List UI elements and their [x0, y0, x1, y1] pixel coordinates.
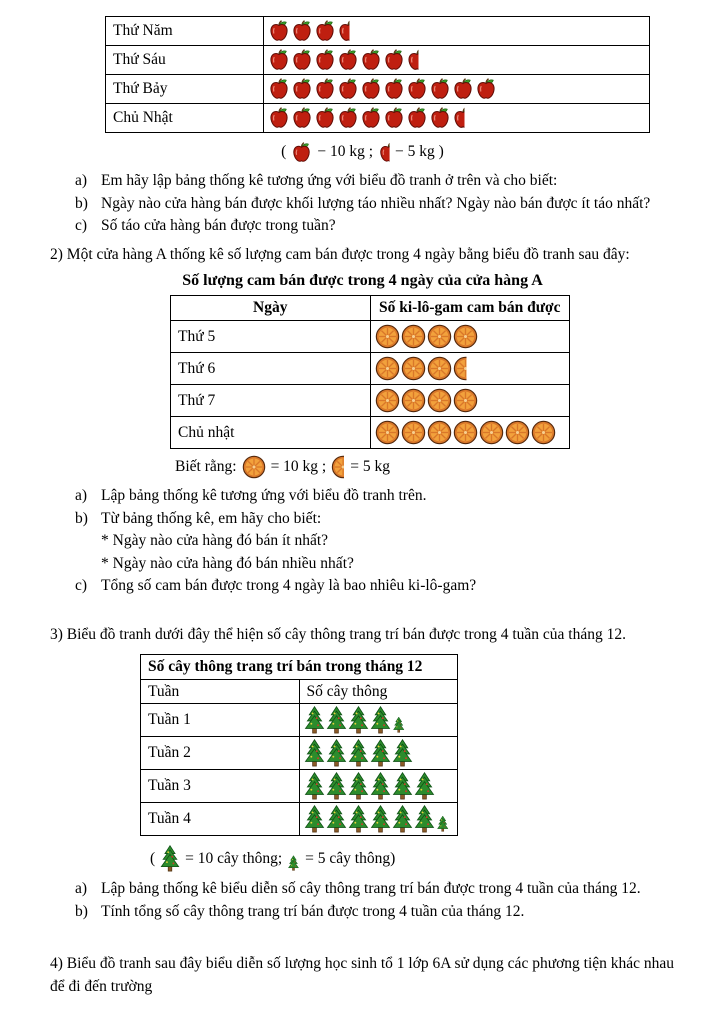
row-icons-cell [264, 17, 650, 46]
q3-question-list [50, 878, 675, 923]
apple-icon [291, 106, 313, 130]
table-row [171, 417, 570, 449]
list-item [75, 193, 675, 216]
q1-question-list [50, 170, 675, 238]
orange-icon [453, 324, 478, 349]
column-header-trees: Số cây thông [299, 680, 458, 704]
tree-icon-row [304, 772, 454, 800]
day-label: Chủ Nhật [106, 104, 264, 133]
apple-icon [406, 106, 428, 130]
apple-pictograph-table [105, 16, 650, 133]
table-row [171, 321, 570, 353]
tree-icon [304, 739, 325, 767]
table-header-row [141, 680, 458, 704]
table-header-row [171, 296, 570, 321]
apple-icon [360, 106, 382, 130]
half-orange-icon [331, 455, 345, 479]
legend-full-text: = 10 cây thông; [185, 849, 283, 867]
tree-icon [326, 739, 347, 767]
table-row [106, 104, 650, 133]
item-text: * Ngày nào cửa hàng đó bán ít nhất? [101, 532, 329, 549]
day-label: Thứ Năm [106, 17, 264, 46]
list-item [75, 878, 675, 901]
item-text: Lập bảng thống kê tương ứng với biểu đồ tranh trên. [101, 487, 427, 504]
apple-icon [291, 48, 313, 72]
day-label: Thứ Bảy [106, 75, 264, 104]
q2-table-title: Số lượng cam bán được trong 4 ngày của cửa hàng A [182, 272, 543, 289]
item-label: a) [75, 487, 88, 504]
item-label [75, 530, 101, 553]
orange-icon [375, 388, 400, 413]
orange-icon [427, 356, 452, 381]
table-row [106, 46, 650, 75]
legend-half-text: − 5 kg ) [395, 143, 444, 160]
orange-icon [531, 420, 556, 445]
orange-icon [427, 324, 452, 349]
table-row [171, 353, 570, 385]
day-label: Thứ 6 [171, 353, 371, 385]
orange-icon [242, 455, 266, 479]
small-tree-icon [287, 845, 300, 872]
tree-icon-row [304, 805, 454, 833]
q2-question-list [50, 485, 675, 598]
tree-icon [392, 739, 413, 767]
table-row [141, 737, 458, 770]
item-label: b) [75, 509, 88, 527]
column-header-week: Tuần [141, 680, 300, 704]
apple-icon-row [268, 48, 645, 72]
apple-half-icon [406, 48, 419, 72]
row-icons-cell [299, 770, 458, 803]
item-label: a) [75, 172, 88, 189]
tree-icon-row [304, 739, 454, 767]
q3-intro: 3) Biểu đồ tranh dưới đây thể hiện số cây thông trang trí bán được trong 4 tuần của tháng 12. [50, 625, 626, 643]
legend-full-text: = 10 kg ; [270, 458, 327, 475]
tree-icon [348, 706, 369, 734]
list-sub-item [75, 553, 675, 576]
tree-icon [304, 772, 325, 800]
apple-icon [337, 77, 359, 101]
apple-icon [314, 77, 336, 101]
row-icons-cell [299, 737, 458, 770]
table-title-row [141, 655, 458, 680]
row-icons-cell [370, 353, 570, 385]
apple-icon [383, 77, 405, 101]
item-text: Tổng số cam bán được trong 4 ngày là bao nhiêu ki-lô-gam? [101, 577, 477, 594]
item-text: Lập bảng thống kê biểu diễn số cây thông trang trí bán được trong 4 tuần của tháng 12. [101, 880, 641, 897]
tree-pictograph-table [140, 654, 458, 836]
orange-icon [453, 388, 478, 413]
tree-icon [348, 805, 369, 833]
table-row [106, 75, 650, 104]
tree-icon [326, 706, 347, 734]
apple-icon-row [268, 106, 645, 130]
day-label: Thứ Sáu [106, 46, 264, 75]
apple-icon [291, 141, 312, 164]
list-item [75, 575, 675, 598]
orange-icon [479, 420, 504, 445]
week-label: Tuần 4 [141, 803, 300, 836]
apple-icon [360, 48, 382, 72]
tree-icon [348, 739, 369, 767]
item-label: a) [75, 880, 88, 897]
orange-half-icon [453, 356, 468, 381]
orange-icon [401, 420, 426, 445]
tree-icon [370, 706, 391, 734]
orange-legend [175, 455, 675, 479]
tree-icon [304, 805, 325, 833]
list-item [75, 215, 675, 238]
apple-icon-row [268, 19, 645, 43]
apple-icon-row [268, 77, 645, 101]
orange-icon [375, 356, 400, 381]
apple-icon [268, 77, 290, 101]
q2-intro: 2) Một cửa hàng A thống kê số lượng cam bán được trong 4 ngày bằng biểu đồ tranh sau đây: [50, 245, 630, 263]
list-item [75, 170, 675, 193]
q4-intro: 4) Biểu đồ tranh sau đây biểu diễn số lượng học sinh tổ 1 lớp 6A sử dụng các phương tiện khác nhau để đi đến trường [50, 955, 675, 995]
tree-icon [392, 805, 413, 833]
item-text: * Ngày nào cửa hàng đó bán nhiều nhất? [101, 554, 354, 572]
item-text: Tính tổng số cây thông trang trí bán được trong 4 tuần của tháng 12. [101, 902, 525, 920]
apple-icon [429, 106, 451, 130]
row-icons-cell [264, 75, 650, 104]
orange-icon [401, 388, 426, 413]
orange-icon-row [375, 388, 566, 413]
apple-icon [337, 48, 359, 72]
apple-icon [383, 48, 405, 72]
orange-icon [401, 324, 426, 349]
tree-icon [370, 739, 391, 767]
tree-icon [414, 805, 435, 833]
tree-icon [414, 772, 435, 800]
table-row [171, 385, 570, 417]
tree-icon [304, 706, 325, 734]
apple-icon [314, 19, 336, 43]
tree-small-icon [436, 805, 450, 833]
orange-icon [427, 420, 452, 445]
legend-open-paren: ( [150, 849, 156, 867]
apple-icon [268, 19, 290, 43]
orange-icon-row [375, 324, 566, 349]
orange-icon [375, 420, 400, 445]
list-item [75, 508, 675, 531]
apple-icon [475, 77, 497, 101]
tree-icon [348, 772, 369, 800]
orange-icon-row [375, 420, 566, 445]
item-text: Em hãy lập bảng thống kê tương ứng với biểu đồ tranh ở trên và cho biết: [101, 172, 558, 189]
apple-icon [291, 19, 313, 43]
apple-icon [452, 77, 474, 101]
week-label: Tuần 1 [141, 704, 300, 737]
item-label [75, 553, 101, 576]
apple-half-icon [337, 19, 350, 43]
apple-icon [314, 106, 336, 130]
row-icons-cell [299, 704, 458, 737]
item-label: b) [75, 902, 88, 920]
apple-legend [50, 140, 675, 164]
tree-icon [160, 845, 180, 872]
table-row [141, 704, 458, 737]
apple-icon [406, 77, 428, 101]
apple-icon [314, 48, 336, 72]
apple-icon [268, 106, 290, 130]
tree-icon [370, 805, 391, 833]
item-label: c) [75, 577, 88, 594]
legend-half-text: = 5 cây thông) [305, 849, 396, 867]
item-text: Từ bảng thống kê, em hãy cho biết: [101, 509, 322, 527]
tree-icon [392, 772, 413, 800]
apple-icon [429, 77, 451, 101]
tree-icon [326, 805, 347, 833]
apple-icon [337, 106, 359, 130]
row-icons-cell [370, 385, 570, 417]
item-label: c) [75, 217, 88, 234]
day-label: Chủ nhật [171, 417, 371, 449]
table-title: Số cây thông trang trí bán trong tháng 12 [141, 655, 458, 680]
orange-icon-row [375, 356, 566, 381]
column-header-day: Ngày [171, 296, 371, 321]
item-text: Số táo cửa hàng bán được trong tuần? [101, 217, 336, 234]
legend-prefix: Biết rằng: [175, 458, 237, 475]
apple-icon [383, 106, 405, 130]
week-label: Tuần 2 [141, 737, 300, 770]
tree-small-icon [392, 706, 406, 734]
legend-full-text: − 10 kg ; [317, 143, 374, 160]
table-row [141, 770, 458, 803]
apple-icon [268, 48, 290, 72]
item-text: Ngày nào cửa hàng bán được khối lượng táo nhiều nhất? Ngày nào bán được ít táo nhất? [101, 194, 651, 212]
row-icons-cell [299, 803, 458, 836]
half-apple-icon [378, 141, 390, 164]
row-icons-cell [264, 46, 650, 75]
item-label: b) [75, 194, 88, 212]
apple-icon [291, 77, 313, 101]
orange-pictograph-table [170, 295, 570, 449]
table-row [106, 17, 650, 46]
orange-icon [427, 388, 452, 413]
orange-icon [505, 420, 530, 445]
orange-icon [375, 324, 400, 349]
list-item [75, 485, 675, 508]
list-item [75, 901, 675, 924]
list-sub-item [75, 530, 675, 553]
day-label: Thứ 7 [171, 385, 371, 417]
row-icons-cell [264, 104, 650, 133]
tree-icon-row [304, 706, 454, 734]
day-label: Thứ 5 [171, 321, 371, 353]
apple-half-icon [452, 106, 465, 130]
tree-icon [370, 772, 391, 800]
orange-icon [453, 420, 478, 445]
column-header-kg: Số ki-lô-gam cam bán được [370, 296, 570, 321]
legend-open-paren: ( [281, 143, 287, 160]
legend-half-text: = 5 kg [350, 458, 390, 475]
row-icons-cell [370, 417, 570, 449]
apple-icon [360, 77, 382, 101]
tree-icon [326, 772, 347, 800]
orange-icon [401, 356, 426, 381]
table-row [141, 803, 458, 836]
row-icons-cell [370, 321, 570, 353]
tree-legend [150, 845, 675, 872]
week-label: Tuần 3 [141, 770, 300, 803]
